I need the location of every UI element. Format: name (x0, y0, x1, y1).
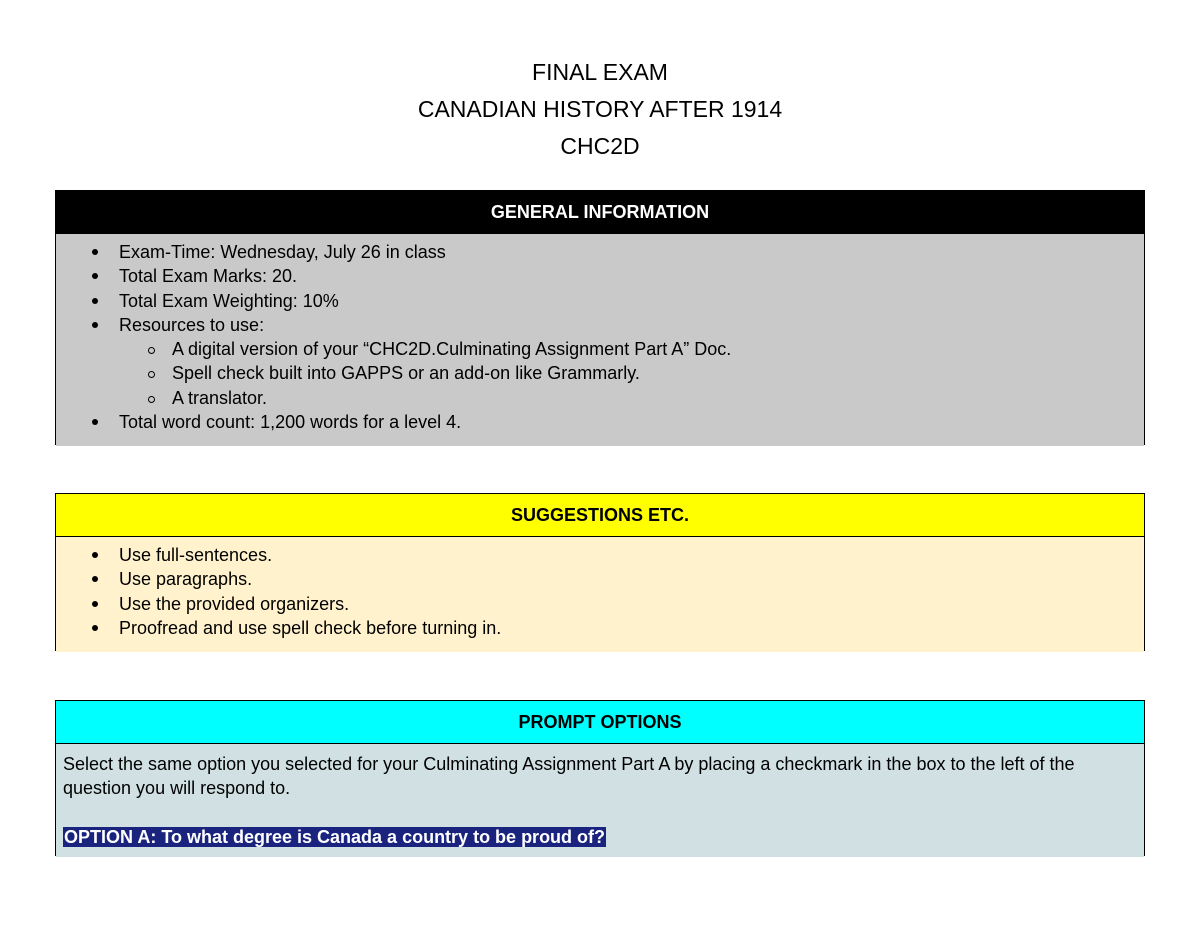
suggestions-list (56, 537, 1144, 640)
list-item: Exam-Time: Wednesday, July 26 in class (56, 240, 1144, 264)
suggestions-header: SUGGESTIONS ETC. (56, 494, 1144, 537)
suggestions-panel (55, 493, 1145, 651)
sub-list-item: Spell check built into GAPPS or an add-on like Grammarly. (56, 361, 1144, 385)
prompt-options-panel (55, 700, 1145, 856)
general-information-header: GENERAL INFORMATION (56, 191, 1144, 234)
list-item: Total Exam Weighting: 10% (56, 289, 1144, 313)
option-a-text[interactable]: OPTION A: To what degree is Canada a country to be proud of? (64, 826, 606, 847)
list-item: Use paragraphs. (56, 567, 1144, 591)
exam-title (0, 54, 1200, 165)
title-line-3: CHC2D (560, 133, 640, 159)
prompt-options-header: PROMPT OPTIONS (56, 701, 1144, 744)
list-item: Proofread and use spell check before turning in. (56, 616, 1144, 640)
list-item: Use full-sentences. (56, 543, 1144, 567)
list-item: Total Exam Marks: 20. (56, 264, 1144, 288)
prompt-options-body (56, 744, 1144, 857)
option-a-line (63, 825, 1137, 849)
general-information-body (56, 234, 1144, 446)
list-item: Total word count: 1,200 words for a level 4. (56, 410, 1144, 434)
general-information-panel (55, 190, 1145, 445)
sub-list-item: A digital version of your “CHC2D.Culminating Assignment Part A” Doc. (56, 337, 1144, 361)
prompt-instruction: Select the same option you selected for your Culminating Assignment Part A by placing a checkmark in the box to the left of the question you will respond to. (63, 754, 1075, 799)
list-item: Use the provided organizers. (56, 592, 1144, 616)
general-information-list (56, 234, 1144, 434)
sub-list-item: A translator. (56, 386, 1144, 410)
title-line-2: CANADIAN HISTORY AFTER 1914 (417, 96, 783, 122)
title-line-1: FINAL EXAM (532, 59, 668, 85)
suggestions-body (56, 537, 1144, 652)
list-item: Resources to use: (56, 313, 1144, 337)
